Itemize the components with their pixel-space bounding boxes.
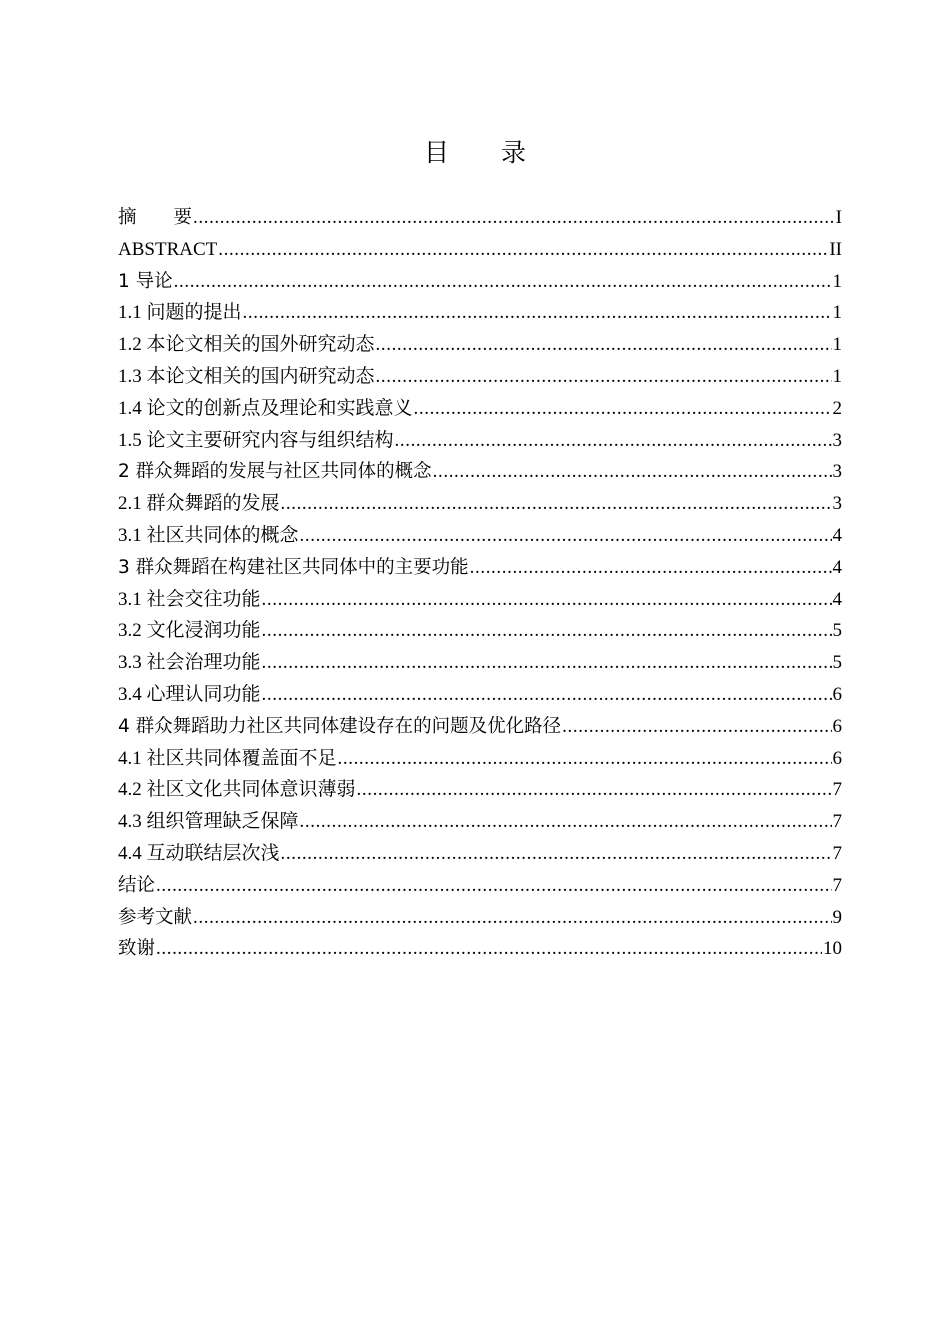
toc-leader-dots	[376, 329, 832, 361]
toc-entry[interactable]	[118, 806, 842, 838]
toc-leader-dots	[281, 488, 832, 520]
toc-leader-dots	[193, 202, 835, 234]
toc-entry-label: 4 群众舞蹈助力社区共同体建设存在的问题及优化路径	[118, 715, 562, 737]
toc-entry-label: 3.2 文化浸润功能	[118, 620, 261, 642]
toc-leader-dots	[243, 297, 832, 329]
toc-entry-label: 3.4 心理认同功能	[118, 683, 261, 705]
toc-entry-label: 参考文献	[118, 906, 193, 928]
toc-leader-dots	[218, 234, 828, 266]
toc-leader-dots	[300, 806, 832, 838]
toc-entry-page: 7	[832, 811, 842, 833]
toc-entry-label: 4.2 社区文化共同体意识薄弱	[118, 779, 356, 801]
toc-entry[interactable]	[118, 902, 842, 934]
toc-entry[interactable]	[118, 584, 842, 616]
toc-entry-page: 5	[832, 620, 842, 642]
toc-entry[interactable]	[118, 774, 842, 806]
toc-entry[interactable]	[118, 838, 842, 870]
toc-entry[interactable]	[118, 297, 842, 329]
toc-entry-label: 1 导论	[118, 270, 173, 292]
toc-entry-label: 1.1 问题的提出	[118, 302, 242, 324]
toc-entry-page: I	[835, 207, 842, 228]
toc-entry-page: 3	[832, 429, 842, 451]
toc-entry-label: 摘 要	[118, 207, 193, 228]
toc-entry-label: 4.1 社区共同体覆盖面不足	[118, 747, 337, 769]
toc-leader-dots	[156, 870, 831, 902]
toc-entry[interactable]	[118, 615, 842, 647]
toc-leader-dots	[262, 647, 832, 679]
toc-entry[interactable]	[118, 711, 842, 743]
toc-leader-dots	[193, 902, 831, 934]
toc-leader-dots	[357, 774, 832, 806]
toc-entry-page: 4	[832, 588, 842, 610]
toc-entry[interactable]	[118, 393, 842, 425]
toc-entry[interactable]	[118, 870, 842, 902]
toc-entry-page: 10	[823, 938, 842, 960]
toc-entry-label: 2 群众舞蹈的发展与社区共同体的概念	[118, 461, 432, 483]
toc-leader-dots	[262, 584, 832, 616]
toc-entry[interactable]	[118, 266, 842, 298]
toc-entry[interactable]	[118, 329, 842, 361]
toc-entry-page: 1	[832, 365, 842, 387]
toc-entry-label: 3.1 社区共同体的概念	[118, 524, 299, 546]
toc-entry-page: 6	[832, 715, 842, 737]
toc-entry-page: 6	[832, 683, 842, 705]
toc-leader-dots	[338, 743, 832, 775]
toc-entry-page: 3	[832, 493, 842, 515]
toc-leader-dots	[414, 393, 832, 425]
toc-entry-page: 7	[832, 874, 842, 896]
toc-leader-dots	[262, 615, 832, 647]
toc-entry-page: 1	[832, 270, 842, 292]
toc-entry-page: 2	[832, 397, 842, 419]
toc-entry-label: 4.4 互动联结层次浅	[118, 842, 280, 864]
toc-leader-dots	[376, 361, 832, 393]
toc-entry-page: II	[829, 238, 842, 260]
toc-leader-dots	[156, 933, 822, 965]
toc-entry-label: 结论	[118, 874, 156, 896]
toc-leader-dots	[433, 456, 832, 488]
toc-entry-label: 1.5 论文主要研究内容与组织结构	[118, 429, 394, 451]
toc-entry[interactable]	[118, 679, 842, 711]
toc-entry[interactable]	[118, 488, 842, 520]
toc-leader-dots	[562, 711, 831, 743]
toc-entry-label: 1.2 本论文相关的国外研究动态	[118, 334, 375, 356]
toc-entry[interactable]	[118, 933, 842, 965]
toc-entry-label: 1.4 论文的创新点及理论和实践意义	[118, 397, 413, 419]
toc-entry[interactable]	[118, 234, 842, 266]
toc-entry-label: 3.1 社会交往功能	[118, 588, 261, 610]
toc-leader-dots	[262, 679, 832, 711]
toc-entry-label: 3 群众舞蹈在构建社区共同体中的主要功能	[118, 556, 469, 578]
toc-entry-page: 4	[832, 556, 842, 578]
toc-entry-page: 9	[832, 906, 842, 928]
toc-entry[interactable]	[118, 202, 842, 234]
toc-entry-page: 3	[832, 461, 842, 483]
toc-entry-label: 2.1 群众舞蹈的发展	[118, 493, 280, 515]
toc-entry[interactable]	[118, 552, 842, 584]
toc-entry-page: 4	[832, 524, 842, 546]
toc-list	[118, 202, 842, 965]
toc-entry-page: 7	[832, 842, 842, 864]
toc-entry-label: 致谢	[118, 938, 156, 960]
toc-entry-label: 1.3 本论文相关的国内研究动态	[118, 365, 375, 387]
toc-leader-dots	[300, 520, 832, 552]
toc-entry-label: ABSTRACT	[118, 238, 218, 260]
toc-entry[interactable]	[118, 456, 842, 488]
toc-entry-page: 7	[832, 779, 842, 801]
toc-entry-label: 3.3 社会治理功能	[118, 652, 261, 674]
toc-leader-dots	[281, 838, 832, 870]
toc-leader-dots	[395, 425, 832, 457]
toc-leader-dots	[174, 266, 832, 298]
toc-title: 目 录	[424, 138, 548, 167]
toc-entry-page: 1	[832, 302, 842, 324]
toc-entry[interactable]	[118, 361, 842, 393]
toc-entry-label: 4.3 组织管理缺乏保障	[118, 811, 299, 833]
toc-entry[interactable]	[118, 647, 842, 679]
toc-entry[interactable]	[118, 425, 842, 457]
toc-entry-page: 5	[832, 652, 842, 674]
toc-entry-page: 1	[832, 334, 842, 356]
toc-entry[interactable]	[118, 520, 842, 552]
toc-leader-dots	[470, 552, 832, 584]
toc-entry-page: 6	[832, 747, 842, 769]
toc-entry[interactable]	[118, 743, 842, 775]
